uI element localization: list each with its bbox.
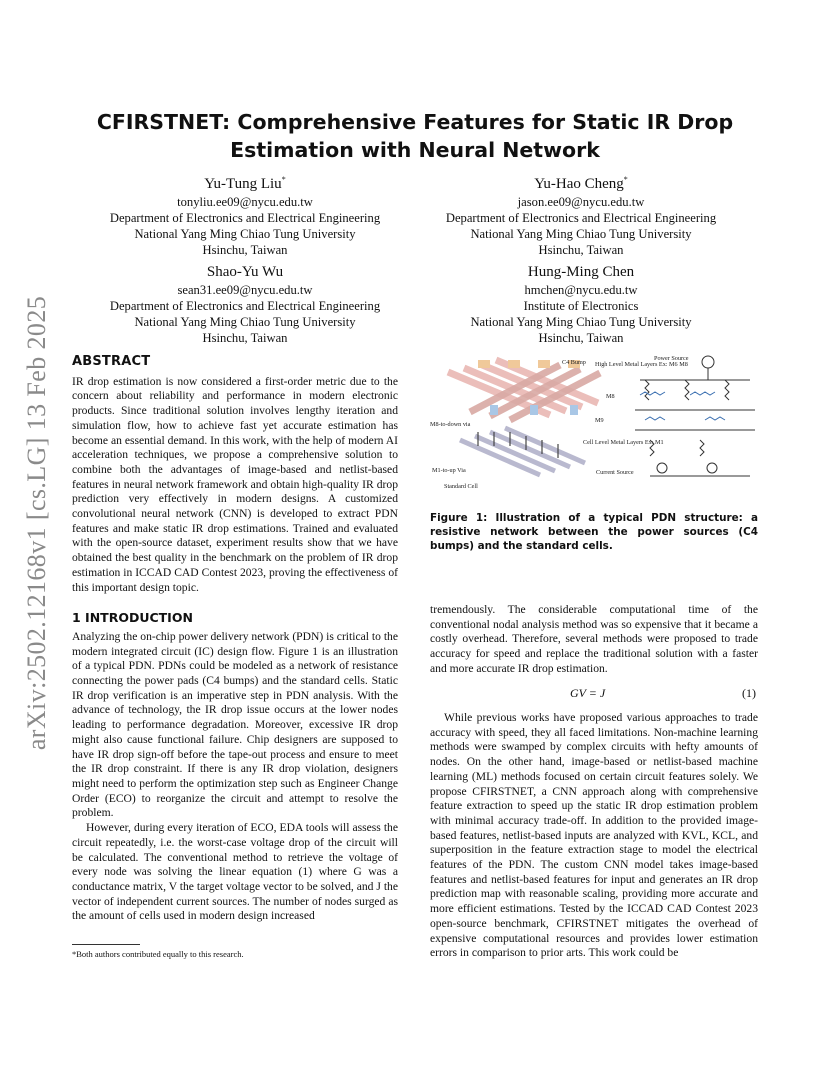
author-affiliation: National Yang Ming Chiao Tung University	[470, 227, 692, 241]
author-affiliation: National Yang Ming Chiao Tung University	[470, 315, 692, 329]
label-high-level: High Level Metal Layers Ex: M6 M8	[595, 361, 688, 368]
abstract-text: IR drop estimation is now considered a first-order metric due to the concern about reliability and performance in modern electronic products. Since traditional solution involves lengthy iteration and simulation flow, how to achieve fast yet accurate estimation has become an essential demand. In this work, with the help of modern AI acceleration techniques, we propose a comprehensive solution to combine both the advantages of image-based and netlist-based features in neural network framework and obtain high-quality IR drop prediction very effectively in modern designs. A customized convolutional neural network (CNN) is developed to extract PDN features and make static IR drop estimations. Trained and evaluated with the open-source dataset, experiment results show that we have obtained the best quality in the benchmark on the problem of IR drop estimation in ICCAD CAD Contest 2023, proving the effectiveness of this important design topic.	[72, 374, 398, 594]
intro-paragraph-1: Analyzing the on-chip power delivery network (PDN) is critical to the modern integrated circuit (IC) design flow. Figure 1 is an illustration of a typical PDN. PDNs could be modeled as a network of resistance connecting the power pads (C4 bumps) and the standard cells. Static IR drop verification is an imperative step in PDN analysis. With the advance of technology, the IR drop issue occurs at the lower nodes leading to performance degradation. Moreover, excessive IR drop might also cause functional failure. Chip designers are supposed to have IR drop sign-off before the tape-out process and ensure to meet the IR drop constraint. If there is any IR drop violation, designers might need to perform the optimization step such as Engineer Change Order (ECO) to reorganize the circuit and attempt to resolve the problem.	[72, 629, 398, 820]
label-m9: M9	[595, 417, 604, 424]
label-standard-cell: Standard Cell	[444, 483, 478, 490]
author-affiliation: Hsinchu, Taiwan	[202, 243, 288, 257]
label-c4-bump: C4 Bump	[562, 359, 586, 366]
author-name: Shao-Yu Wu	[206, 264, 284, 280]
author-email: tonyliu.ee09@nycu.edu.tw	[177, 195, 313, 209]
right-paragraph-1: tremendously. The considerable computational time of the conventional nodal analysis method was so expensive that it became a costly overhead. Therefore, several methods were proposed to trade accuracy for speed and replace the traditional solution with a faster and more accurate IR drop estimation.	[430, 603, 758, 675]
label-power-source: Power Source	[654, 355, 689, 362]
author-affiliation: Institute of Electronics	[523, 299, 639, 313]
author-name: Yu-Tung Liu	[204, 176, 282, 192]
right-column-top	[430, 603, 758, 677]
author-name: Hung-Ming Chen	[527, 264, 635, 280]
author-affiliation: Hsinchu, Taiwan	[538, 331, 624, 345]
author-affiliation: Hsinchu, Taiwan	[538, 243, 624, 257]
author-affiliation: Department of Electronics and Electrical Engineering	[445, 211, 717, 225]
author-email: jason.ee09@nycu.edu.tw	[517, 195, 645, 209]
abstract-heading: ABSTRACT	[72, 354, 151, 369]
author-block-1: Yu-Tung Liu* tonyliu.ee09@nycu.edu.tw Department of Electronics and Electrical Engineering National Yang Ming Chiao Tung University Hsinchu, Taiwan	[90, 170, 400, 258]
author-block-3	[90, 262, 400, 346]
figure-pdn	[430, 350, 760, 495]
footnote: *Both authors contributed equally to this research.	[72, 949, 244, 959]
author-affiliation: Department of Electronics and Electrical Engineering	[109, 211, 381, 225]
author-email: sean31.ee09@nycu.edu.tw	[177, 283, 313, 297]
author-block-4	[428, 262, 734, 346]
right-column-bottom	[430, 711, 758, 961]
label-via: M8-to-down via	[430, 421, 471, 428]
label-cell-level: Cell Level Metal Layers Ex: M1	[583, 439, 664, 446]
label-m8: M8	[606, 393, 615, 400]
author-affiliation: Hsinchu, Taiwan	[202, 331, 288, 345]
pdn-illustration	[430, 350, 760, 495]
author-affiliation: National Yang Ming Chiao Tung University	[134, 227, 356, 241]
paper-title: CFIRSTNET: Comprehensive Features for Static IR Drop Estimation with Neural Network	[96, 110, 734, 162]
author-email: hmchen@nycu.edu.tw	[524, 283, 638, 297]
equation-number: (1)	[742, 686, 756, 700]
intro-paragraph-2: However, during every iteration of ECO, EDA tools will assess the circuit repeatedly, i.e. the worst-case voltage drop of the circuit will be calculated. The conventional method to retrieve the voltage of every node was solving the linear equation (1) where G was a conductance matrix, V the target voltage vector to be solved, and J the vector of independent current sources. The number of nodes surged as the amount of cells used in modern design increased	[72, 821, 398, 923]
footnote-rule	[72, 944, 140, 945]
equation-text: GV = J	[570, 686, 606, 700]
author-name: Yu-Hao Cheng	[534, 176, 624, 192]
left-column	[72, 355, 398, 924]
right-paragraph-2: While previous works have proposed various approaches to trade accuracy with speed, they all faced limitations. Non-machine learning methods were swamped by complex circuits with hefty amounts of nodes. On the other hand, image-based or netlist-based machine learning (ML) methods focused on certain circuit features solely. We propose CFIRSTNET, a CNN approach along with comprehensive feature extraction to speed up the static IR drop estimation problem with minimal accuracy trade-off. In addition to the provided image-based features, netlist-based inputs are analyzed with KVL, KCL, and superposition in the feature extraction stage to model the electrical features of the PDN. The custom CNN model takes image-based features and netlist-based features for input and generates an IR drop prediction map with reasonable scaling, providing more accurate and more efficient estimations. Tested by the ICCAD CAD Contest 2023 open-source benchmark, CFIRSTNET mitigates the overhead of expensive computational resources and provides lower estimation errors in comparison to prior arts. This work could be	[430, 711, 758, 960]
intro-heading: 1 INTRODUCTION	[72, 610, 193, 626]
label-current-source: Current Source	[596, 469, 634, 476]
author-block-2: Yu-Hao Cheng* jason.ee09@nycu.edu.tw Department of Electronics and Electrical Engineering National Yang Ming Chiao Tung University Hsinchu, Taiwan	[428, 170, 734, 258]
label-m1-via: M1-to-up Via	[432, 467, 466, 474]
author-affiliation: Department of Electronics and Electrical Engineering	[109, 299, 381, 313]
figure-caption: Figure 1: Illustration of a typical PDN structure: a resistive network between the power sources (C4 bumps) and the standard cells.	[430, 512, 758, 552]
author-affiliation: National Yang Ming Chiao Tung University	[134, 315, 356, 329]
arxiv-watermark: arXiv:2502.12168v1 [cs.LG] 13 Feb 2025	[22, 295, 51, 750]
